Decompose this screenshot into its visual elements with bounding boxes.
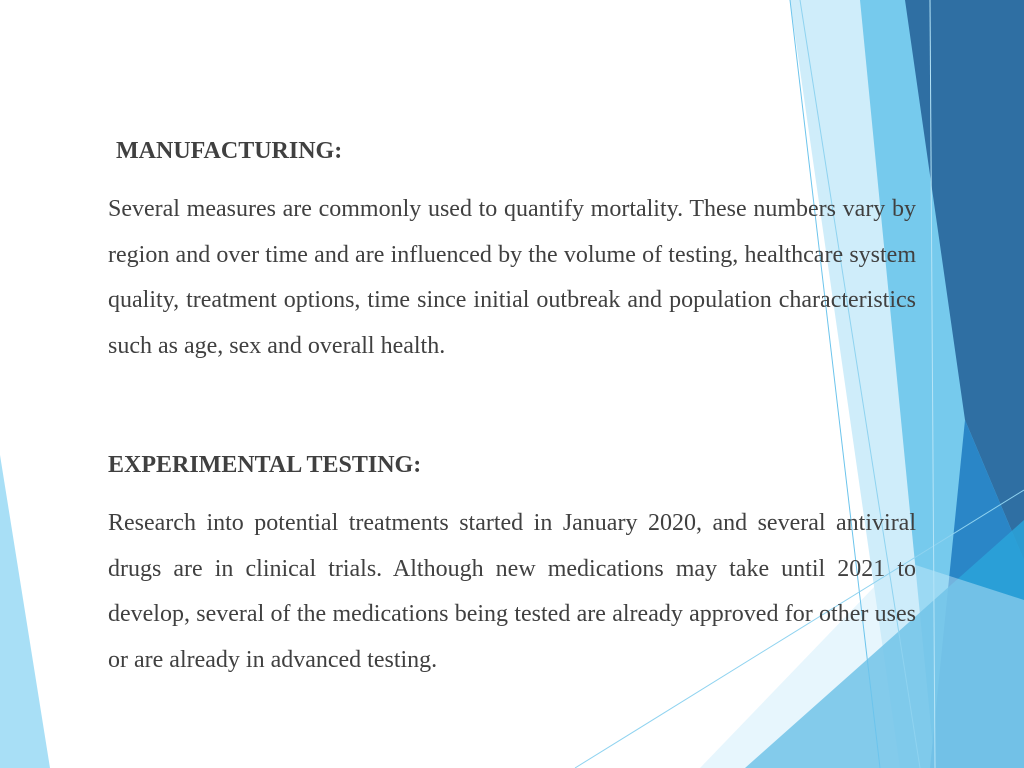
- section-heading-experimental-testing: EXPERIMENTAL TESTING:: [108, 452, 422, 478]
- left-accent-sliver: [0, 455, 50, 768]
- section-heading-manufacturing: MANUFACTURING:: [116, 138, 343, 164]
- section-body-experimental-testing: Research into potential treatments started in January 2020, and several antiviral drugs are in clinical trials. Although new medications may take until 2021 to develop, several of the medications being tested are already approved for other uses or are already in advanced testing.: [108, 510, 916, 673]
- section-body-manufacturing: Several measures are commonly used to quantify mortality. These numbers vary by region and over time and are influenced by the volume of testing, healthcare system quality, treatment options, time since initial outbreak and population characteristics such as age, sex and overall health.: [108, 196, 916, 359]
